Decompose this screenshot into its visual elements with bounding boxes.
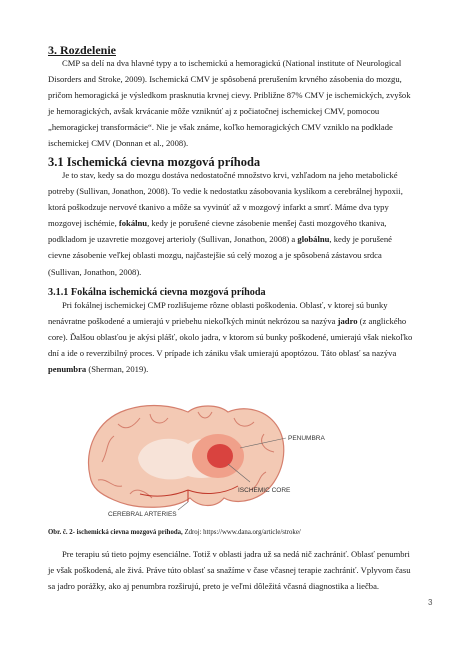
text-line: sa jadro porážky, ako aj penumbra rozširujú, preto je veľmi dôležitá včasná diagnostika a liečba. bbox=[48, 581, 380, 592]
text-line: Pre terapiu sú tieto pojmy esenciálne. Totiž v oblasti jadra už sa nedá nič zachrániť. Oblasť penumbri bbox=[62, 549, 410, 559]
text-line: ischemickej CMV (Donnan et al., 2008). bbox=[48, 138, 189, 149]
text-line: dní a ide o reverzibilný proces. V prípade ich zániku však umierajú apoptózou. Táto oblasť sa nazýva bbox=[48, 348, 397, 359]
text-line: je však poškodená, ale živá. Práve túto oblasť sa snažíme v čase včasnej terapie zachrániť. Vplyvom času bbox=[48, 565, 411, 576]
bold-term: fokálnu bbox=[118, 218, 148, 229]
text-line: (Sullivan, Jonathon, 2008). bbox=[48, 266, 142, 277]
text-run: , kedy je porušené cievne zásobenie menšej časti mozgového tkaniva, bbox=[147, 218, 387, 229]
text-line: CMP sa delí na dva hlavné typy a to ischemickú a hemoragickú (National institute of Neurological bbox=[62, 58, 402, 68]
page-number: 3 bbox=[428, 598, 433, 607]
text-line bbox=[48, 313, 430, 329]
bold-term: penumbra bbox=[48, 364, 87, 375]
text-line: je hemoragických, avšak krvácanie môže vzniknúť aj z počiatočnej ischemickej CMV, pomocou bbox=[48, 106, 380, 117]
subsection-heading: 3.1 Ischemická cievna mozgová príhoda bbox=[48, 155, 261, 169]
bold-term: jadro bbox=[337, 316, 358, 327]
bold-term: globálnu bbox=[297, 234, 330, 245]
text-run: nenávratne poškodené a umierajú v priebehu niekoľkých minút nekrózou sa nazýva bbox=[48, 316, 338, 327]
cerebral-arteries-label: CEREBRAL ARTERIES bbox=[108, 511, 177, 518]
text-line: core). Ďalšou oblasťou je akýsi plášť, okolo jadra, v ktorom sú bunky poškodené, umierajú však niekoľko bbox=[48, 332, 413, 343]
text-line: Disorders and Stroke, 2009). Ischemická CMV je spôsobená prerušením krvného zásobenia do mozgu, bbox=[48, 74, 402, 85]
subsubsection-paragraph bbox=[48, 297, 430, 377]
caption-source: Zdroj: https://www.dana.org/article/stroke/ bbox=[182, 529, 301, 536]
text-line: potreby (Sullivan, Jonathon, 2008). To vedie k nedostatku zásobovania kyslíkom a cerebrálnej hypoxii, bbox=[48, 186, 403, 197]
text-line bbox=[48, 361, 430, 377]
text-line bbox=[48, 231, 430, 247]
brain-stroke-figure bbox=[78, 398, 340, 520]
text-line bbox=[48, 215, 430, 231]
section-paragraph bbox=[48, 55, 430, 152]
text-run: mozgovej ischémie, bbox=[48, 218, 119, 229]
penumbra-label: PENUMBRA bbox=[288, 435, 325, 442]
ischemic-core-label: ISCHEMIC CORE bbox=[238, 487, 291, 494]
section-heading: 3. Rozdelenie bbox=[48, 43, 116, 57]
text-line: „hemoragickej transformácie“. Nie je však známe, koľko hemoragických CMV vzniklo na podklade bbox=[48, 122, 393, 133]
caption-bold: Obr. č. 2- ischemická cievna mozgová príhoda, bbox=[48, 529, 183, 536]
subsection-paragraph bbox=[48, 167, 430, 280]
text-run: , kedy je porušené bbox=[329, 234, 392, 245]
closing-paragraph bbox=[48, 546, 430, 594]
figure-caption bbox=[48, 529, 301, 536]
text-run: (z anglického bbox=[357, 316, 407, 327]
text-line: ktorá poškodzuje nervové tkanivo a môže sa vyvinúť až v mozgový infarkt a smrť. Máme dva typy bbox=[48, 202, 389, 213]
text-line: Pri fokálnej ischemickej CMP rozlišujeme rôzne oblasti poškodenia. Oblasť, v ktorej sú bunky bbox=[62, 300, 388, 310]
ischemic-core-area bbox=[207, 444, 233, 468]
text-run: podkladom je uzavretie mozgovej arterioly (Sullivan, Jonathon, 2008) a bbox=[48, 234, 298, 245]
text-line: pričom hemoragická je výsledkom prasknutia krvnej cievy. Približne 87% CMV je ischemických, zvyšok bbox=[48, 90, 411, 101]
text-line: cievne zásobenie veľkej oblasti mozgu, najčastejšie sú celý mozog a je spôsobená zástavou srdca bbox=[48, 250, 382, 261]
subsubsection-heading: 3.1.1 Fokálna ischemická cievna mozgová príhoda bbox=[48, 287, 266, 298]
text-line: Je to stav, kedy sa do mozgu dostáva nedostatočné množstvo krvi, vzhľadom na jeho metabolické bbox=[62, 170, 398, 180]
text-run: (Sherman, 2019). bbox=[86, 364, 149, 375]
brain-illustration bbox=[78, 398, 340, 520]
